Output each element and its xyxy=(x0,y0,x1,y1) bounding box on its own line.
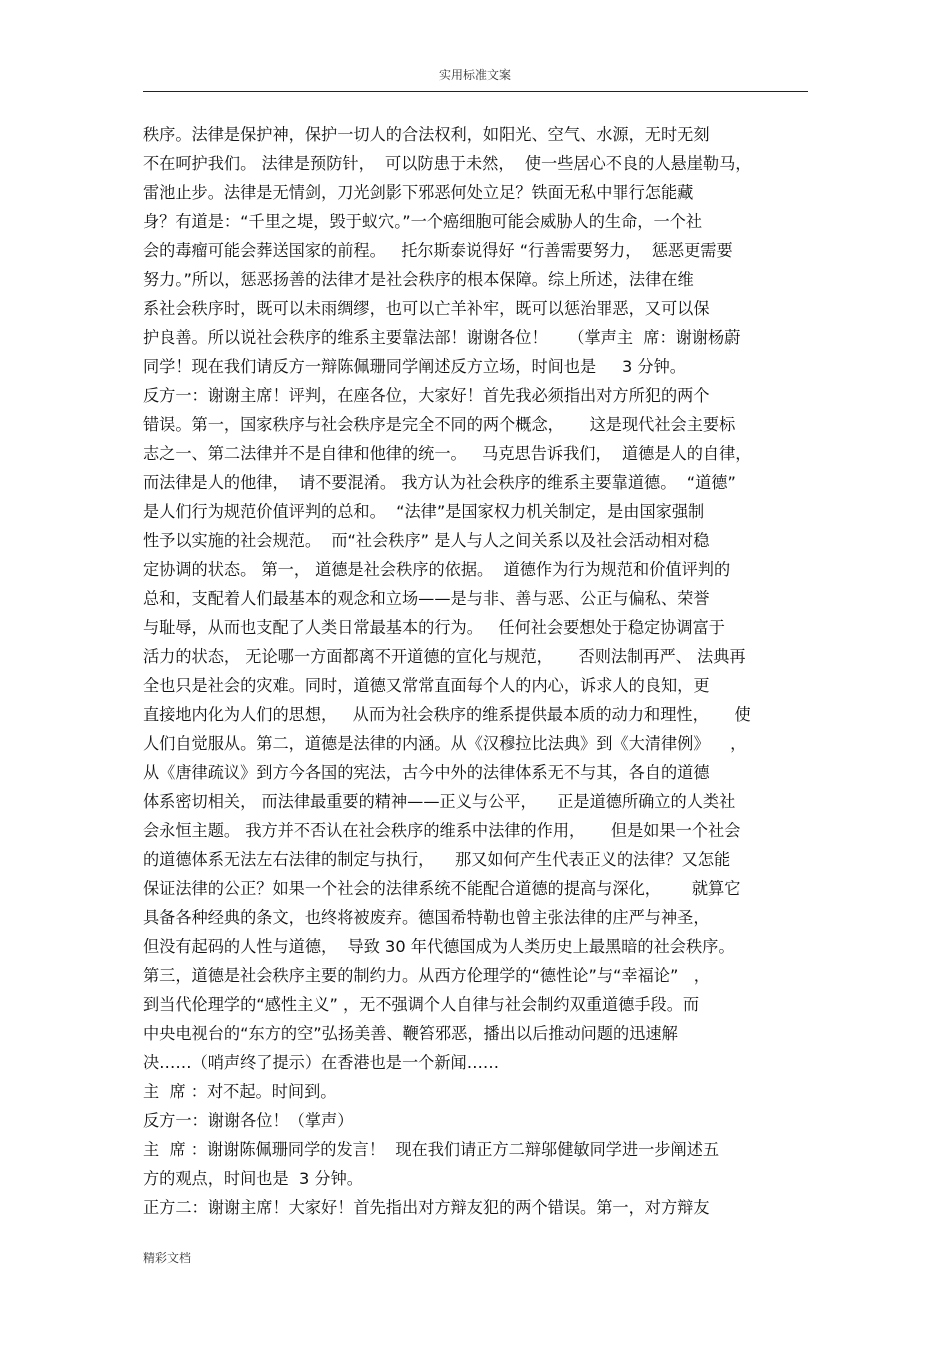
text-line: 人们自觉服从。第二，道德是法律的内涵。从《汉穆拉比法典》到《大清律例》 ， xyxy=(143,734,747,753)
text-line: 决……（哨声终了提示）在香港也是一个新闻…… xyxy=(143,1053,500,1072)
text-line: 努力。”所以，惩恶扬善的法律才是社会秩序的根本保障。综上所述，法律在维 xyxy=(143,270,694,289)
text-line: 身？有道是：“千里之堤，毁于蚁穴。”一个癌细胞可能会威胁人的生命，一个社 xyxy=(143,212,703,231)
text-line: 体系密切相关， 而法律最重要的精神——正义与公平， 正是道德所确立的人类社 xyxy=(143,792,736,811)
text-line: 护良善。所以说社会秩序的维系主要靠法部！谢谢各位！ （掌声主 席：谢谢杨蔚 xyxy=(143,328,741,347)
text-line: 活力的状态， 无论哪一方面都离不开道德的宣化与规范， 否则法制再严、 法典再 xyxy=(143,647,746,666)
text-line: 反方一：谢谢主席！评判，在座各位，大家好！首先我必须指出对方所犯的两个 xyxy=(143,386,710,405)
text-line: 正方二：谢谢主席！大家好！首先指出对方辩友犯的两个错误。第一，对方辩友 xyxy=(143,1198,710,1217)
text-line: 方的观点，时间也是 3 分钟。 xyxy=(143,1169,363,1188)
text-line: 具备各种经典的条文，也终将被废弃。德国希特勒也曾主张法律的庄严与神圣， xyxy=(143,908,710,927)
text-line: 是人们行为规范价值评判的总和。 “法律”是国家权力机关制定，是由国家强制 xyxy=(143,502,705,521)
text-line: 中央电视台的“东方的空”弘扬美善、鞭笞邪恶，播出以后推动问题的迅速解 xyxy=(143,1024,678,1043)
text-line: 保证法律的公正？如果一个社会的法律系统不能配合道德的提高与深化， 就算它 xyxy=(143,879,741,898)
text-line: 反方一：谢谢各位！（掌声） xyxy=(143,1111,354,1130)
text-line: 主 席 ：谢谢陈佩珊同学的发言！ 现在我们请正方二辩邬健敏同学进一步阐述五 xyxy=(143,1140,720,1159)
page-header: 实用标准文案 xyxy=(438,68,511,82)
header-divider xyxy=(143,91,808,92)
text-line: 会永恒主题。 我方并不否认在社会秩序的维系中法律的作用， 但是如果一个社会 xyxy=(143,821,741,840)
text-line: 与耻辱，从而也支配了人类日常最基本的行为。 任何社会要想处于稳定协调富于 xyxy=(143,618,725,637)
text-line: 志之一、第二法律并不是自律和他律的统一。 马克思告诉我们， 道德是人的自律， xyxy=(143,444,752,463)
document-body xyxy=(143,120,813,1222)
text-line: 从《唐律疏议》到方今各国的宪法，古今中外的法律体系无不与其，各自的道德 xyxy=(143,763,710,782)
text-line: 不在呵护我们。 法律是预防针， 可以防患于未然， 使一些居心不良的人悬崖勒马， xyxy=(143,154,752,173)
text-line: 总和，支配着人们最基本的观念和立场——是与非、善与恶、公正与偏私、荣誉 xyxy=(143,589,710,608)
text-line: 系社会秩序时，既可以未雨绸缪，也可以亡羊补牢，既可以惩治罪恶，又可以保 xyxy=(143,299,710,318)
text-line: 到当代伦理学的“感性主义” ，无不强调个人自律与社会制约双重道德手段。而 xyxy=(143,995,700,1014)
text-line: 秩序。法律是保护神，保护一切人的合法权利，如阳光、空气、水源，无时无刻 xyxy=(143,125,710,144)
text-line: 主 席 ：对不起。时间到。 xyxy=(143,1082,337,1101)
text-line: 错误。第一，国家秩序与社会秩序是完全不同的两个概念， 这是现代社会主要标 xyxy=(143,415,736,434)
text-line: 的道德体系无法左右法律的制定与执行， 那又如何产生代表正义的法律？又怎能 xyxy=(143,850,731,869)
text-line: 直接地内化为人们的思想， 从而为社会秩序的维系提供最本质的动力和理性， 使 xyxy=(143,705,751,724)
text-line: 会的毒瘤可能会葬送国家的前程。 托尔斯泰说得好 “行善需要努力， 惩恶更需要 xyxy=(143,241,733,260)
text-line: 全也只是社会的灾难。同时，道德又常常直面每个人的内心，诉求人的良知，更 xyxy=(143,676,710,695)
page-footer: 精彩文档 xyxy=(143,1251,192,1265)
text-line: 而法律是人的他律， 请不要混淆。 我方认为社会秩序的维系主要靠道德。 “道德” xyxy=(143,473,736,492)
text-line: 雷池止步。法律是无情剑，刀光剑影下邪恶何处立足？铁面无私中罪行怎能藏 xyxy=(143,183,694,202)
text-line: 性予以实施的社会规范。 而“社会秩序” 是人与人之间关系以及社会活动相对稳 xyxy=(143,531,710,550)
text-line: 但没有起码的人性与道德， 导致 30 年代德国成为人类历史上最黑暗的社会秩序。 xyxy=(143,937,735,956)
text-line: 同学！现在我们请反方一辩陈佩珊同学阐述反方立场，时间也是 3 分钟。 xyxy=(143,357,686,376)
text-line: 定协调的状态。 第一， 道德是社会秩序的依据。 道德作为行为规范和价值评判的 xyxy=(143,560,731,579)
text-line: 第三，道德是社会秩序主要的制约力。从西方伦理学的“德性论”与“幸福论” ， xyxy=(143,966,710,985)
